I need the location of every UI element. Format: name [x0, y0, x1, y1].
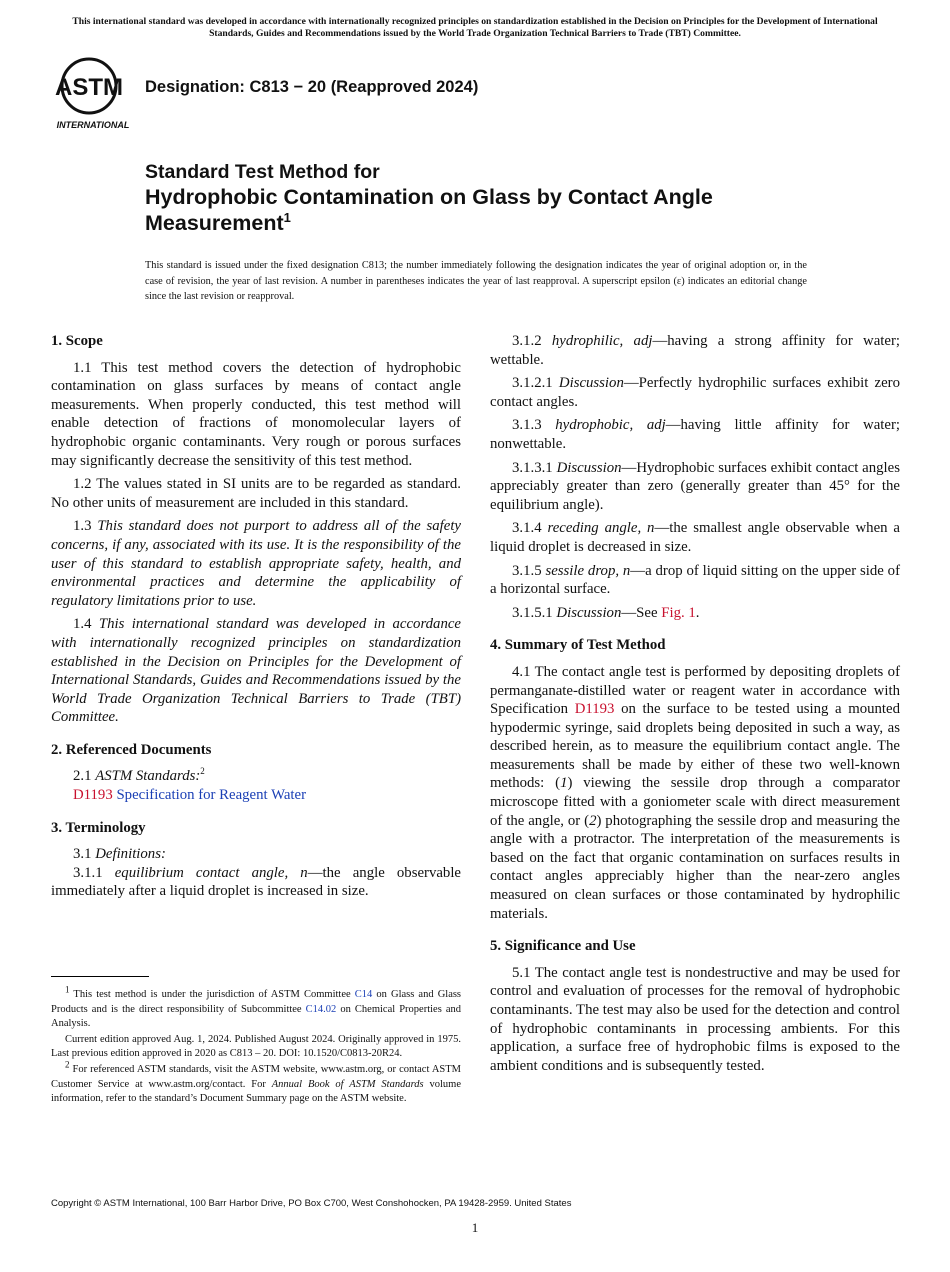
term-3-1-3-term: hydrophobic, adj: [555, 417, 666, 434]
link-d1193-title[interactable]: Specification for Reagent Water: [116, 787, 307, 804]
method-number-2: 2: [589, 812, 597, 829]
term-3-1-3-1: [490, 459, 900, 515]
term-3-1-3-1-label: Discussion: [556, 459, 622, 476]
term-3-1-2-def: —having a strong affinity for water; wettable.: [490, 333, 901, 368]
term-3-1-4: [490, 519, 900, 556]
link-c14-02[interactable]: C14.02: [305, 1003, 337, 1015]
term-3-1-5-1-text: —See: [621, 604, 658, 621]
section-heading-summary: 4. Summary of Test Method: [490, 637, 666, 654]
term-3-1-3-1-text: —Hydrophobic surfaces exhibit contact angles appreciably greater than zero (generally greater than 45° for the equilibrium angle).: [490, 459, 900, 513]
para-4-1: [490, 663, 900, 923]
header-notice: This international standard was developed in accordance with internationally recognized principles on standardization established in the Decision on Principles for the Development of International Standards, Guides and Recommendations issued by the World Trade Organization Technical Barriers to Trade (TBT) Committee.: [72, 16, 878, 39]
footnote-1-mark: 1: [65, 984, 70, 995]
title-line-3: Measurement: [145, 211, 284, 235]
link-fig-1[interactable]: Fig. 1: [661, 604, 696, 621]
para-1-1: 1.1 This test method covers the detection of hydrophobic contamination on glass surfaces by means of contact angle measurements. When properly conducted, this test method will enable detection of fractions of monomolecular layers of hydrophobic organic contaminants. Very rough or porous surfaces may significantly decrease the sensitivity of this test method.: [51, 359, 461, 469]
term-3-1-5-1-label: Discussion: [556, 604, 622, 621]
section-heading-significance: 5. Significance and Use: [490, 938, 636, 955]
para-5-1: 5.1 The contact angle test is nondestructive and may be used for control and evaluation of processes for the removal of hydrophobic contaminants. The test may also be used for the detection and control of hydrophobic contaminants in processing ambients. For this application, a surface free of hydrophobic films is exposed to the ambient conditions and is subsequently tested.: [490, 964, 900, 1074]
term-3-1-1-num: 3.1.1: [73, 864, 103, 881]
term-3-1-2-1-label: Discussion: [558, 375, 624, 392]
term-3-1-5-num: 3.1.5: [512, 562, 542, 579]
term-3-1-5: [490, 562, 900, 599]
term-3-1-2-1-text: —Perfectly hydrophilic surfaces exhibit zero contact angles.: [490, 375, 901, 410]
para-1-2: 1.2 The values stated in SI units are to be regarded as standard. No other units of measurement are included in this standard.: [51, 476, 461, 511]
footnote-divider: [51, 976, 149, 977]
left-column: [51, 332, 461, 906]
term-3-1-4-num: 3.1.4: [512, 520, 542, 537]
para-4-1-b: on the surface to be tested using a mounted hypodermic syringe, said droplets being deposited in such a way, as described herein, as to measure the equilibrium contact angle. The measurements shall be made by either of these two well-known methods: (: [490, 701, 900, 792]
section-heading-referenced-documents: 2. Referenced Documents: [51, 741, 212, 758]
designation: Designation: C813 − 20 (Reapproved 2024): [145, 78, 479, 96]
term-3-1-3-1-num: 3.1.3.1: [512, 459, 553, 476]
term-3-1-4-term: receding angle, n: [547, 520, 655, 537]
term-3-1-4-def: —the smallest angle observable when a liquid droplet is decreased in size.: [490, 520, 900, 555]
term-3-1-2-1: [490, 374, 900, 411]
footnote-2-b: volume information, refer to the standard’s Document Summary page on the ASTM website.: [51, 1078, 462, 1105]
para-1-4-num: 1.4: [73, 616, 92, 633]
para-1-3: [51, 517, 461, 610]
astm-standards-label: ASTM Standards:: [95, 768, 201, 785]
term-3-1-2: [490, 332, 900, 369]
footnote-edition: Current edition approved Aug. 1, 2024. Published August 2024. Originally approved in 1975. Last previous edition approved in 2020 as C813 – 20. DOI: 10.1520/C0813-20R24.: [51, 1033, 461, 1060]
method-number-1: 1: [560, 775, 568, 792]
term-3-1-3-num: 3.1.3: [512, 417, 542, 434]
term-3-1-1-def: —the angle observable immediately after a liquid droplet is increased in size.: [51, 864, 461, 900]
para-4-1-a: 4.1 The contact angle test is performed by depositing droplets of permanganate-distilled water or reagent water in accordance with Specification: [490, 663, 900, 718]
title-line-2: Hydrophobic Contamination on Glass by Contact Angle: [145, 185, 713, 209]
document-title: [145, 160, 885, 236]
link-c14[interactable]: C14: [354, 989, 373, 1000]
term-3-1-3: [490, 416, 900, 453]
term-3-1-2-num: 3.1.2: [512, 333, 542, 349]
section-heading-terminology: 3. Terminology: [51, 819, 146, 836]
logo-subtext: INTERNATIONAL: [56, 120, 130, 130]
title-line-1: Standard Test Method for: [145, 161, 380, 183]
term-3-1-2-term: hydrophilic, adj: [551, 333, 653, 349]
footnotes: [51, 984, 462, 1108]
footnote-ref-2[interactable]: 2: [200, 766, 205, 777]
astm-logo-icon: [53, 56, 135, 132]
term-3-1-5-1-end: .: [695, 604, 700, 621]
footnote-2-a: For referenced ASTM standards, visit the ASTM website, www.astm.org, or contact ASTM Customer Service at www.astm.org/contact. For: [51, 1063, 461, 1090]
footnote-2: [51, 1059, 462, 1107]
astm-logo: [53, 56, 135, 132]
para-4-1-c: ) viewing the sessile drop through a comparator microscope fitted with a goniometer scale with direct measurement of the angle, or (: [490, 775, 900, 829]
para-3-1-num: 3.1: [73, 846, 92, 863]
footnote-2-mark: 2: [65, 1059, 70, 1070]
term-3-1-1: [51, 864, 461, 901]
para-1-4-text: This international standard was developed in accordance with internationally recognized principles on standardization established in the Decision on Principles for the Development of International Standards, Guides and Recommendations issued by the World Trade Organization Technical Barriers to Trade (TBT) Committee.: [51, 616, 461, 726]
term-3-1-5-def: —a drop of liquid sitting on the upper side of a horizontal surface.: [490, 562, 900, 598]
term-3-1-3-def: —having little affinity for water; nonwettable.: [490, 417, 900, 452]
para-1-3-text: This standard does not purport to address all of the safety concerns, if any, associated with its use. It is the responsibility of the user of this standard to establish appropriate safety, health, and environmental practices and determine the applicability of regulatory limitations prior to use.: [51, 518, 461, 609]
para-1-4: [51, 615, 461, 727]
footnote-1: [51, 984, 462, 1032]
para-4-1-d: ) photographing the sessile drop and measuring the angle with a protractor. The interpretation of the measurements is based on the fact that organic contamination on surfaces results in contact angles appreciably higher than the near-zero angles measured on clean surfaces or those contaminated by hydrophilic materials.: [490, 812, 900, 922]
section-heading-scope: 1. Scope: [51, 333, 103, 349]
right-column: [490, 332, 900, 1080]
para-1-3-num: 1.3: [73, 518, 92, 535]
copyright: Copyright © ASTM International, 100 Barr Harbor Drive, PO Box C700, West Conshohocken, PA 19428-2959. United States: [51, 1198, 572, 1209]
issue-note: This standard is issued under the fixed designation C813; the number immediately following the designation indicates the year of original adoption or, in the case of revision, the year of last revision. A number in parentheses indicates the year of last reapproval. A superscript epsilon (ε) indicates an editorial change since the last revision or reapproval.: [145, 260, 807, 302]
reference-d1193: [51, 786, 461, 805]
title-footnote-mark: 1: [283, 209, 291, 225]
term-3-1-1-term: equilibrium contact angle, n: [114, 864, 308, 881]
page-number: 1: [471, 1220, 479, 1235]
para-3-1: [51, 845, 461, 864]
para-2-1-num: 2.1: [73, 768, 92, 785]
link-d1193-summary[interactable]: D1193: [574, 701, 615, 718]
footnote-2-book: Annual Book of ASTM Standards: [271, 1078, 424, 1090]
footnote-1-c: on Chemical Properties and Analysis.: [51, 1003, 462, 1030]
logo-text: ASTM: [55, 74, 123, 101]
term-3-1-5-1: [490, 604, 900, 623]
footnote-1-b: on Glass and Glass Products and is the direct responsibility of Subcommittee: [51, 989, 462, 1015]
para-2-1: [51, 767, 461, 786]
term-3-1-5-1-num: 3.1.5.1: [512, 604, 553, 621]
term-3-1-5-term: sessile drop, n: [545, 562, 631, 579]
link-d1193[interactable]: D1193: [73, 787, 113, 804]
definitions-label: Definitions:: [95, 846, 166, 863]
term-3-1-2-1-num: 3.1.2.1: [512, 375, 553, 392]
footnote-1-a: This test method is under the jurisdiction of ASTM Committee: [73, 989, 351, 1000]
